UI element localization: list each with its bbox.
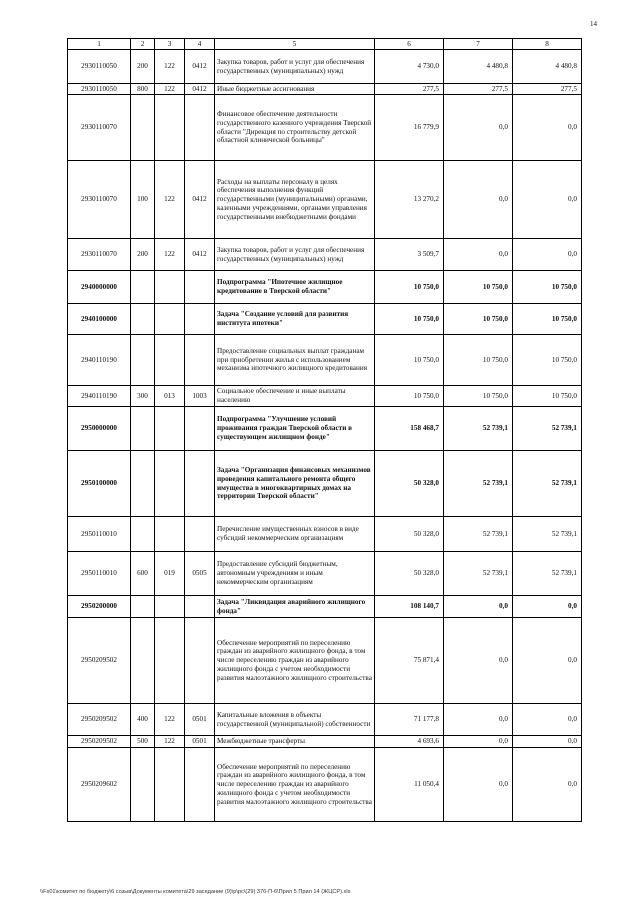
row-value-col8: 10 750,0 [513, 335, 582, 386]
column-header: 3 [155, 39, 185, 50]
column-header: 5 [215, 39, 375, 50]
row-code: 2950209502 [68, 736, 131, 748]
column-header: 8 [513, 39, 582, 50]
row-value-col6: 50 328,0 [375, 517, 444, 552]
row-value-col7: 10 750,0 [444, 386, 513, 407]
row-type [131, 517, 155, 552]
row-value-col7: 0,0 [444, 736, 513, 748]
table-row [68, 386, 582, 407]
row-section [185, 618, 215, 704]
row-type [131, 95, 155, 161]
column-header: 4 [185, 39, 215, 50]
row-admin [155, 451, 185, 517]
row-value-col6: 3 509,7 [375, 239, 444, 271]
table-row [68, 748, 582, 822]
table-row [68, 95, 582, 161]
row-admin [155, 304, 185, 335]
table-row [68, 239, 582, 271]
row-value-col8: 0,0 [513, 161, 582, 239]
row-name: Закупка товаров, работ и услуг для обеспечения государственных (муниципальных) нужд [215, 50, 375, 84]
row-code: 2940100000 [68, 304, 131, 335]
row-type [131, 451, 155, 517]
row-type [131, 748, 155, 822]
row-section: 0501 [185, 704, 215, 736]
row-admin: 122 [155, 84, 185, 95]
row-value-col7: 52 739,1 [444, 552, 513, 596]
table-row [68, 596, 582, 618]
row-type: 600 [131, 552, 155, 596]
row-name: Задача "Ликвидация аварийного жилищного фонда" [215, 596, 375, 618]
row-value-col6: 108 140,7 [375, 596, 444, 618]
row-value-col8: 52 739,1 [513, 517, 582, 552]
row-value-col8: 0,0 [513, 748, 582, 822]
row-value-col6: 75 871,4 [375, 618, 444, 704]
row-code: 2950209502 [68, 704, 131, 736]
row-code: 2950100000 [68, 451, 131, 517]
row-value-col7: 10 750,0 [444, 304, 513, 335]
row-value-col8: 0,0 [513, 239, 582, 271]
row-admin [155, 271, 185, 304]
table-row [68, 451, 582, 517]
row-name: Подпрограмма "Ипотечное жилищное кредитование в Тверской области" [215, 271, 375, 304]
row-name: Финансовое обеспечение деятельности государственного казенного учреждения Тверской области "Дирекция по строительству детской областной клинической больницы" [215, 95, 375, 161]
row-value-col8: 0,0 [513, 596, 582, 618]
table-row [68, 50, 582, 84]
column-header: 7 [444, 39, 513, 50]
row-value-col8: 10 750,0 [513, 271, 582, 304]
row-name: Задача "Организация финансовых механизмов проведения капитального ремонта общего имущества в многоквартирных домах на территории Тверской области" [215, 451, 375, 517]
row-value-col6: 10 750,0 [375, 271, 444, 304]
row-section [185, 271, 215, 304]
row-value-col7: 0,0 [444, 748, 513, 822]
row-admin: 122 [155, 704, 185, 736]
row-code: 2930110070 [68, 95, 131, 161]
row-admin [155, 517, 185, 552]
budget-table [67, 38, 582, 822]
row-admin [155, 95, 185, 161]
row-code: 2950110010 [68, 517, 131, 552]
table-row [68, 304, 582, 335]
row-type [131, 335, 155, 386]
table-row [68, 271, 582, 304]
row-value-col8: 0,0 [513, 618, 582, 704]
row-value-col6: 50 328,0 [375, 451, 444, 517]
row-value-col7: 10 750,0 [444, 271, 513, 304]
row-section: 1003 [185, 386, 215, 407]
row-code: 2940000000 [68, 271, 131, 304]
row-section [185, 451, 215, 517]
row-type [131, 407, 155, 451]
row-code: 2950200000 [68, 596, 131, 618]
row-value-col8: 52 739,1 [513, 552, 582, 596]
row-name: Социальное обеспечение и иные выплаты населению [215, 386, 375, 407]
row-section [185, 95, 215, 161]
row-value-col7: 0,0 [444, 95, 513, 161]
column-header: 6 [375, 39, 444, 50]
row-name: Обеспечение мероприятий по переселению граждан из аварийного жилищного фонда, в том числе переселению граждан из аварийного жилищного фонда с учетом необходимости развития малоэтажного жилищного строительства [215, 748, 375, 822]
row-section: 0412 [185, 84, 215, 95]
row-section [185, 748, 215, 822]
row-code: 2950209602 [68, 748, 131, 822]
row-code: 2950000000 [68, 407, 131, 451]
table-row [68, 84, 582, 95]
row-type: 800 [131, 84, 155, 95]
table-row [68, 335, 582, 386]
row-value-col8: 52 739,1 [513, 451, 582, 517]
table-row [68, 161, 582, 239]
column-header: 1 [68, 39, 131, 50]
row-name: Капитальные вложения в объекты государственной (муниципальной) собственности [215, 704, 375, 736]
column-header: 2 [131, 39, 155, 50]
row-admin [155, 618, 185, 704]
table-row [68, 552, 582, 596]
row-admin: 019 [155, 552, 185, 596]
row-name: Расходы на выплаты персоналу в целях обеспечения выполнения функций государственными (муниципальными) органами, казенными учреждениями, органами управления государственными внебюджетными фондами [215, 161, 375, 239]
row-section: 0412 [185, 161, 215, 239]
table-row [68, 618, 582, 704]
row-value-col6: 71 177,8 [375, 704, 444, 736]
row-admin [155, 748, 185, 822]
row-type [131, 618, 155, 704]
row-admin: 122 [155, 161, 185, 239]
row-value-col8: 0,0 [513, 704, 582, 736]
row-name: Перечисление имущественных взносов в виде субсидий некоммерческим организациям [215, 517, 375, 552]
row-code: 2930110050 [68, 84, 131, 95]
row-admin [155, 335, 185, 386]
row-admin [155, 596, 185, 618]
row-section [185, 304, 215, 335]
row-value-col8: 0,0 [513, 95, 582, 161]
row-value-col8: 277,5 [513, 84, 582, 95]
row-admin: 122 [155, 239, 185, 271]
row-value-col6: 16 779,9 [375, 95, 444, 161]
row-name: Закупка товаров, работ и услуг для обеспечения государственных (муниципальных) нужд [215, 239, 375, 271]
row-value-col7: 0,0 [444, 704, 513, 736]
row-value-col6: 158 468,7 [375, 407, 444, 451]
row-section [185, 517, 215, 552]
row-value-col6: 13 270,2 [375, 161, 444, 239]
row-admin: 122 [155, 736, 185, 748]
row-value-col8: 52 739,1 [513, 407, 582, 451]
row-section [185, 335, 215, 386]
row-value-col6: 10 750,0 [375, 386, 444, 407]
row-name: Иные бюджетные ассигнования [215, 84, 375, 95]
row-admin [155, 407, 185, 451]
table-body [68, 50, 582, 822]
row-value-col7: 52 739,1 [444, 517, 513, 552]
page-number: 14 [590, 20, 597, 28]
row-code: 2940110190 [68, 386, 131, 407]
row-code: 2940110190 [68, 335, 131, 386]
row-value-col6: 277,5 [375, 84, 444, 95]
table-header-row [68, 39, 582, 50]
row-value-col7: 0,0 [444, 161, 513, 239]
table-row [68, 736, 582, 748]
row-section [185, 596, 215, 618]
row-value-col6: 4 730,0 [375, 50, 444, 84]
row-value-col6: 10 750,0 [375, 304, 444, 335]
row-value-col8: 4 480,8 [513, 50, 582, 84]
table-row [68, 407, 582, 451]
row-value-col7: 4 480,8 [444, 50, 513, 84]
row-name: Задача "Создание условий для развития института ипотеки" [215, 304, 375, 335]
row-code: 2930110070 [68, 161, 131, 239]
row-value-col7: 52 739,1 [444, 407, 513, 451]
file-path-footer: \\Fs01\комитет по бюджету\6 созыв\Документы комитета\29 заседание (9)\р\рс\(29) 376-П-6\Прил 5 Прил 14 (ЖЦСР).xls [40, 889, 351, 895]
row-value-col6: 11 050,4 [375, 748, 444, 822]
row-admin: 122 [155, 50, 185, 84]
row-value-col7: 52 739,1 [444, 451, 513, 517]
row-section: 0505 [185, 552, 215, 596]
table-row [68, 517, 582, 552]
row-value-col7: 0,0 [444, 596, 513, 618]
row-name: Межбюджетные трансферты [215, 736, 375, 748]
row-section: 0501 [185, 736, 215, 748]
row-value-col8: 0,0 [513, 736, 582, 748]
row-value-col8: 10 750,0 [513, 386, 582, 407]
row-code: 2930110070 [68, 239, 131, 271]
row-code: 2950209502 [68, 618, 131, 704]
row-type: 300 [131, 386, 155, 407]
row-value-col6: 4 693,6 [375, 736, 444, 748]
row-type: 400 [131, 704, 155, 736]
row-type: 200 [131, 239, 155, 271]
row-admin: 013 [155, 386, 185, 407]
row-value-col6: 10 750,0 [375, 335, 444, 386]
row-value-col7: 277,5 [444, 84, 513, 95]
row-type: 500 [131, 736, 155, 748]
row-value-col6: 50 328,0 [375, 552, 444, 596]
row-value-col7: 10 750,0 [444, 335, 513, 386]
row-type [131, 304, 155, 335]
row-name: Подпрограмма "Улучшение условий проживания граждан Тверской области в существующем жилищном фонде" [215, 407, 375, 451]
table-row [68, 704, 582, 736]
row-value-col7: 0,0 [444, 618, 513, 704]
row-name: Предоставление социальных выплат гражданам при приобретении жилья с использованием механизма ипотечного жилищного кредитования [215, 335, 375, 386]
row-section: 0412 [185, 239, 215, 271]
row-code: 2930110050 [68, 50, 131, 84]
row-code: 2950110010 [68, 552, 131, 596]
row-name: Обеспечение мероприятий по переселению граждан из аварийного жилищного фонда, в том числе переселению граждан из аварийного жилищного фонда с учетом необходимости развития малоэтажного жилищного строительства [215, 618, 375, 704]
row-section: 0412 [185, 50, 215, 84]
row-type [131, 596, 155, 618]
row-name: Предоставление субсидий бюджетным, автономным учреждениям и иным некоммерческим организациям [215, 552, 375, 596]
row-value-col8: 10 750,0 [513, 304, 582, 335]
row-type: 200 [131, 50, 155, 84]
row-type: 100 [131, 161, 155, 239]
row-value-col7: 0,0 [444, 239, 513, 271]
row-section [185, 407, 215, 451]
row-type [131, 271, 155, 304]
